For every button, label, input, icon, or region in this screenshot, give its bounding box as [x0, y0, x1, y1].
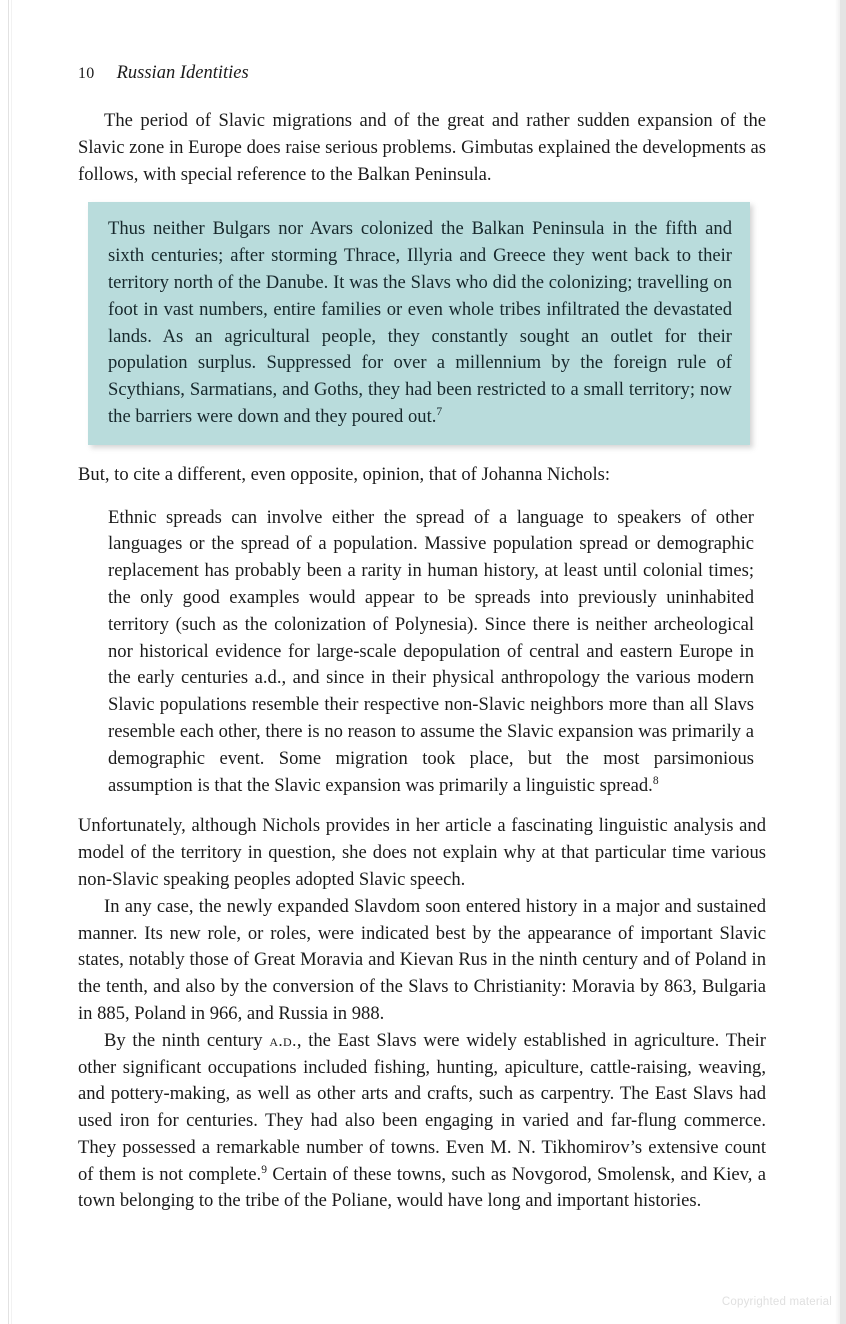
text-column — [78, 108, 766, 1215]
page-number: 10 — [78, 65, 95, 82]
highlighted-blockquote — [88, 202, 750, 444]
east-slavs-text-part2: , the East Slavs were widely established in agriculture. Their other significant occupations included fishing, hunting, apiculture, cattle-raising, weaving, and pottery-making, as well as other arts and crafts, such as carpentry. The East Slavs had used iron for centuries. They had also been engaging in varied and far-flung commerce. They possessed a remarkable number of towns. Even M. N. Tikhomirov’s extensive count of them is not complete. — [78, 1029, 766, 1185]
blockquote-nichols — [108, 505, 754, 800]
blockquote-nichols-text: Ethnic spreads can involve either the spread of a language to speakers of other languages or the spread of a population. Massive population spread or demographic replacement has probably been a rarity in human history, at least until colonial times; the only good examples would appear to be spreads into previously uninhabited territory (such as the colonization of Polynesia). Since there is neither archeological nor historical evidence for large-scale depopulation of central and eastern Europe in the early centuries a.d., and since in their physical anthropology the various modern Slavic populations resemble their respective non-Slavic neighbors more than all Slavs resemble each other, there is no reason to assume the Slavic expansion was primarily a demographic event. Some migration took place, but the most parsimonious assumption is that the Slavic expansion was primarily a linguistic spread. — [108, 506, 754, 796]
footnote-marker-7: 7 — [436, 405, 443, 418]
paragraph-intro: The period of Slavic migrations and of the great and rather sudden expansion of the Slavic zone in Europe does raise serious problems. Gimbutas explained the developments as follows, with special reference to the Balkan Peninsula. — [78, 110, 766, 185]
paragraph-nichols-lead-in: But, to cite a different, even opposite, opinion, that of Johanna Nichols: — [78, 463, 611, 485]
paragraph-after-nichols: Unfortunately, although Nichols provides in her article a fascinating linguistic analysis and model of the territory in question, she does not explain why at that particular time various non-Slavic speaking peoples adopted Slavic speech. — [78, 815, 766, 890]
spacer-after-nichols-quote — [78, 799, 766, 813]
paragraph-east-slavs — [78, 1028, 766, 1216]
blockquote-gimbutas — [108, 216, 732, 430]
copyrighted-material-watermark: Copyrighted material — [721, 1296, 832, 1308]
footnote-marker-9: 9 — [261, 1163, 267, 1176]
footnote-marker-8: 8 — [652, 774, 659, 787]
era-abbreviation-ad: a.d. — [269, 1030, 297, 1050]
highlighted-blockquote-wrapper — [78, 202, 766, 444]
blockquote-gimbutas-text: Thus neither Bulgars nor Avars colonized the Balkan Peninsula in the fifth and sixth centuries; after storming Thrace, Illyria and Greece they went back to their territory north of the Danube. It was the Slavs who did the colonizing; travelling on foot in vast numbers, entire families or even whole tribes infiltrated the devastated lands. As an agricultural people, they constantly sought an outlet for their population surplus. Suppressed for over a millennium by the foreign rule of Scythians, Sarmatians, and Goths, they had been restricted to a small territory; now the barriers were down and they poured out. — [108, 218, 732, 427]
spacer-after-highlight — [78, 445, 766, 462]
running-head — [78, 62, 249, 84]
east-slavs-text-part3: Certain of these towns, such as Novgorod, Smolensk, and Kiev, a town belonging to the tribe of the Poliane, would have long and important histories. — [78, 1163, 767, 1212]
running-head-title: Russian Identities — [116, 63, 249, 83]
blockquote-nichols-wrapper — [78, 505, 766, 800]
east-slavs-text-part1: By the ninth century — [104, 1029, 270, 1051]
paragraph-slavdom: In any case, the newly expanded Slavdom soon entered history in a major and sustained manner. Its new role, or roles, were indicated best by the appearance of important Slavic states, notably those of Great Moravia and Kievan Rus in the ninth century and of Poland in the tenth, and also by the conversion of the Slavs to Christianity: Moravia by 863, Bulgaria in 885, Poland in 966, and Russia in 988. — [78, 895, 766, 1024]
